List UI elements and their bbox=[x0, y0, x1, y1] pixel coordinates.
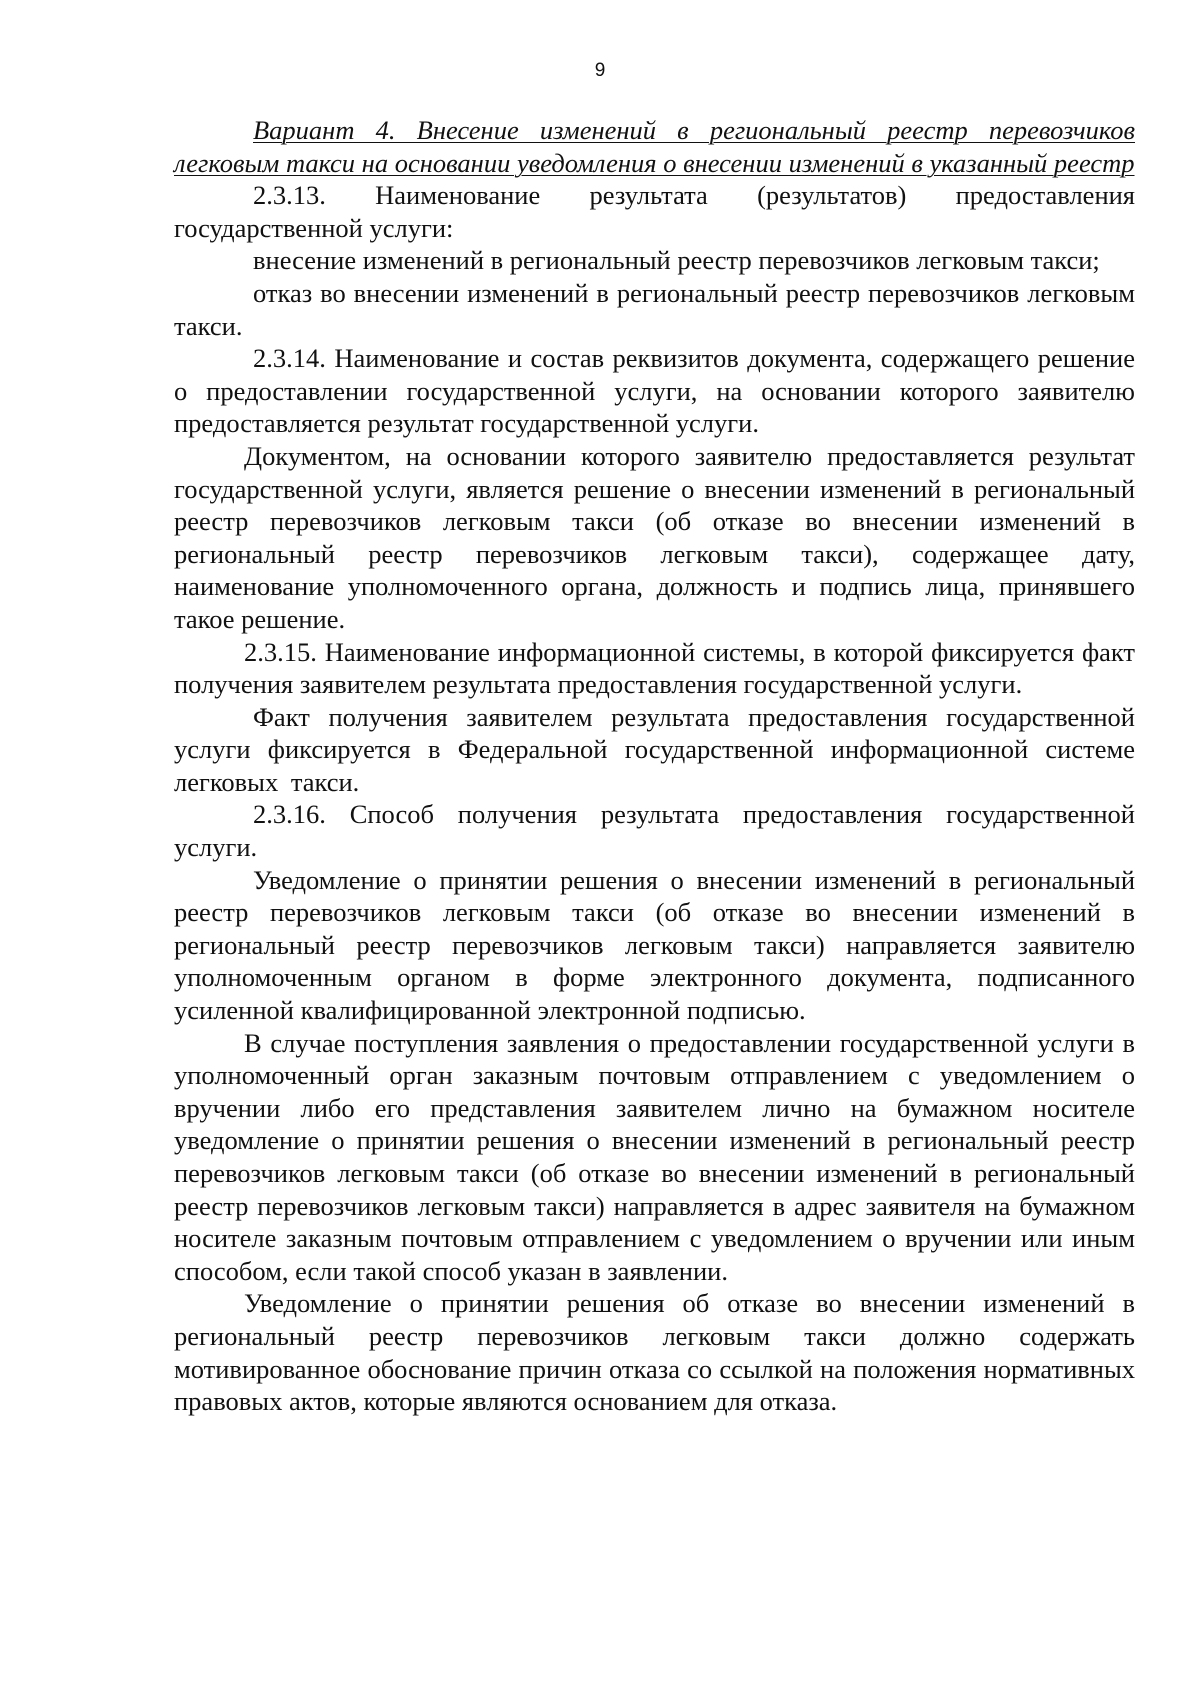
paragraph-paper-notice: В случае поступления заявления о предоставлении государственной услуги в уполномоченный орган заказным почтовым отправлением с уведомлением о вручении либо его представления заявителем лично на бумажном носителе уведомление о принятии решения о внесении изменений в региональный реестр перевозчиков легковым такси (об отказе во внесении изменений в региональный реестр перевозчиков легковым такси) направляется в адрес заявителя на бумажном носителе заказным почтовым отправлением с уведомлением о вручении или иным способом, если такой способ указан в заявлении. bbox=[174, 1027, 1135, 1286]
paragraph-result-change: внесение изменений в региональный реестр перевозчиков легковым такси; bbox=[253, 245, 1100, 276]
section-heading: Вариант 4. Внесение изменений в региональный реестр перевозчиков легковым такси на основании уведомления о внесении изменений в указанный реестр bbox=[174, 115, 1135, 178]
paragraph-2-3-13: 2.3.13. Наименование результата (результатов) предоставления государственной услуги: bbox=[174, 180, 1135, 243]
paragraph-fact-recording: Факт получения заявителем результата предоставления государственной услуги фиксируется в Федеральной государственной информационной системе легковых такси. bbox=[174, 701, 1135, 797]
paragraph-2-3-16: 2.3.16. Способ получения результата предоставления государственной услуги. bbox=[174, 799, 1135, 863]
document-body bbox=[174, 114, 1135, 1418]
paragraph-electronic-notice: Уведомление о принятии решения о внесении изменений в региональный реестр перевозчиков легковым такси (об отказе во внесении изменений в региональный реестр перевозчиков легковым такси) направляется заявителю уполномоченным органом в форме электронного документа, подписанного усиленной квалифицированной электронной подписью. bbox=[174, 864, 1135, 1026]
paragraph-decision-document: Документом, на основании которого заявителю предоставляется результат государственной услуги, является решение о внесении изменений в региональный реестр перевозчиков легковым такси (об отказе во внесении изменений в региональный реестр перевозчиков легковым такси), содержащее дату, наименование уполномоченного органа, должность и подпись лица, принявшего такое решение. bbox=[174, 440, 1135, 634]
page-number: 9 bbox=[594, 60, 606, 81]
paragraph-refusal-notice: Уведомление о принятии решения об отказе во внесении изменений в региональный реестр перевозчиков легковым такси должно содержать мотивированное обоснование причин отказа со ссылкой на положения нормативных правовых актов, которые являются основанием для отказа. bbox=[174, 1288, 1135, 1417]
paragraph-result-refusal: отказ во внесении изменений в региональный реестр перевозчиков легковым такси. bbox=[174, 277, 1135, 341]
paragraph-2-3-15: 2.3.15. Наименование информационной системы, в которой фиксируется факт получения заявителем результата предоставления государственной услуги. bbox=[174, 636, 1135, 700]
paragraph-2-3-14: 2.3.14. Наименование и состав реквизитов документа, содержащего решение о предоставлении государственной услуги, на основании которого заявителю предоставляется результат государственной услуги. bbox=[174, 343, 1135, 439]
